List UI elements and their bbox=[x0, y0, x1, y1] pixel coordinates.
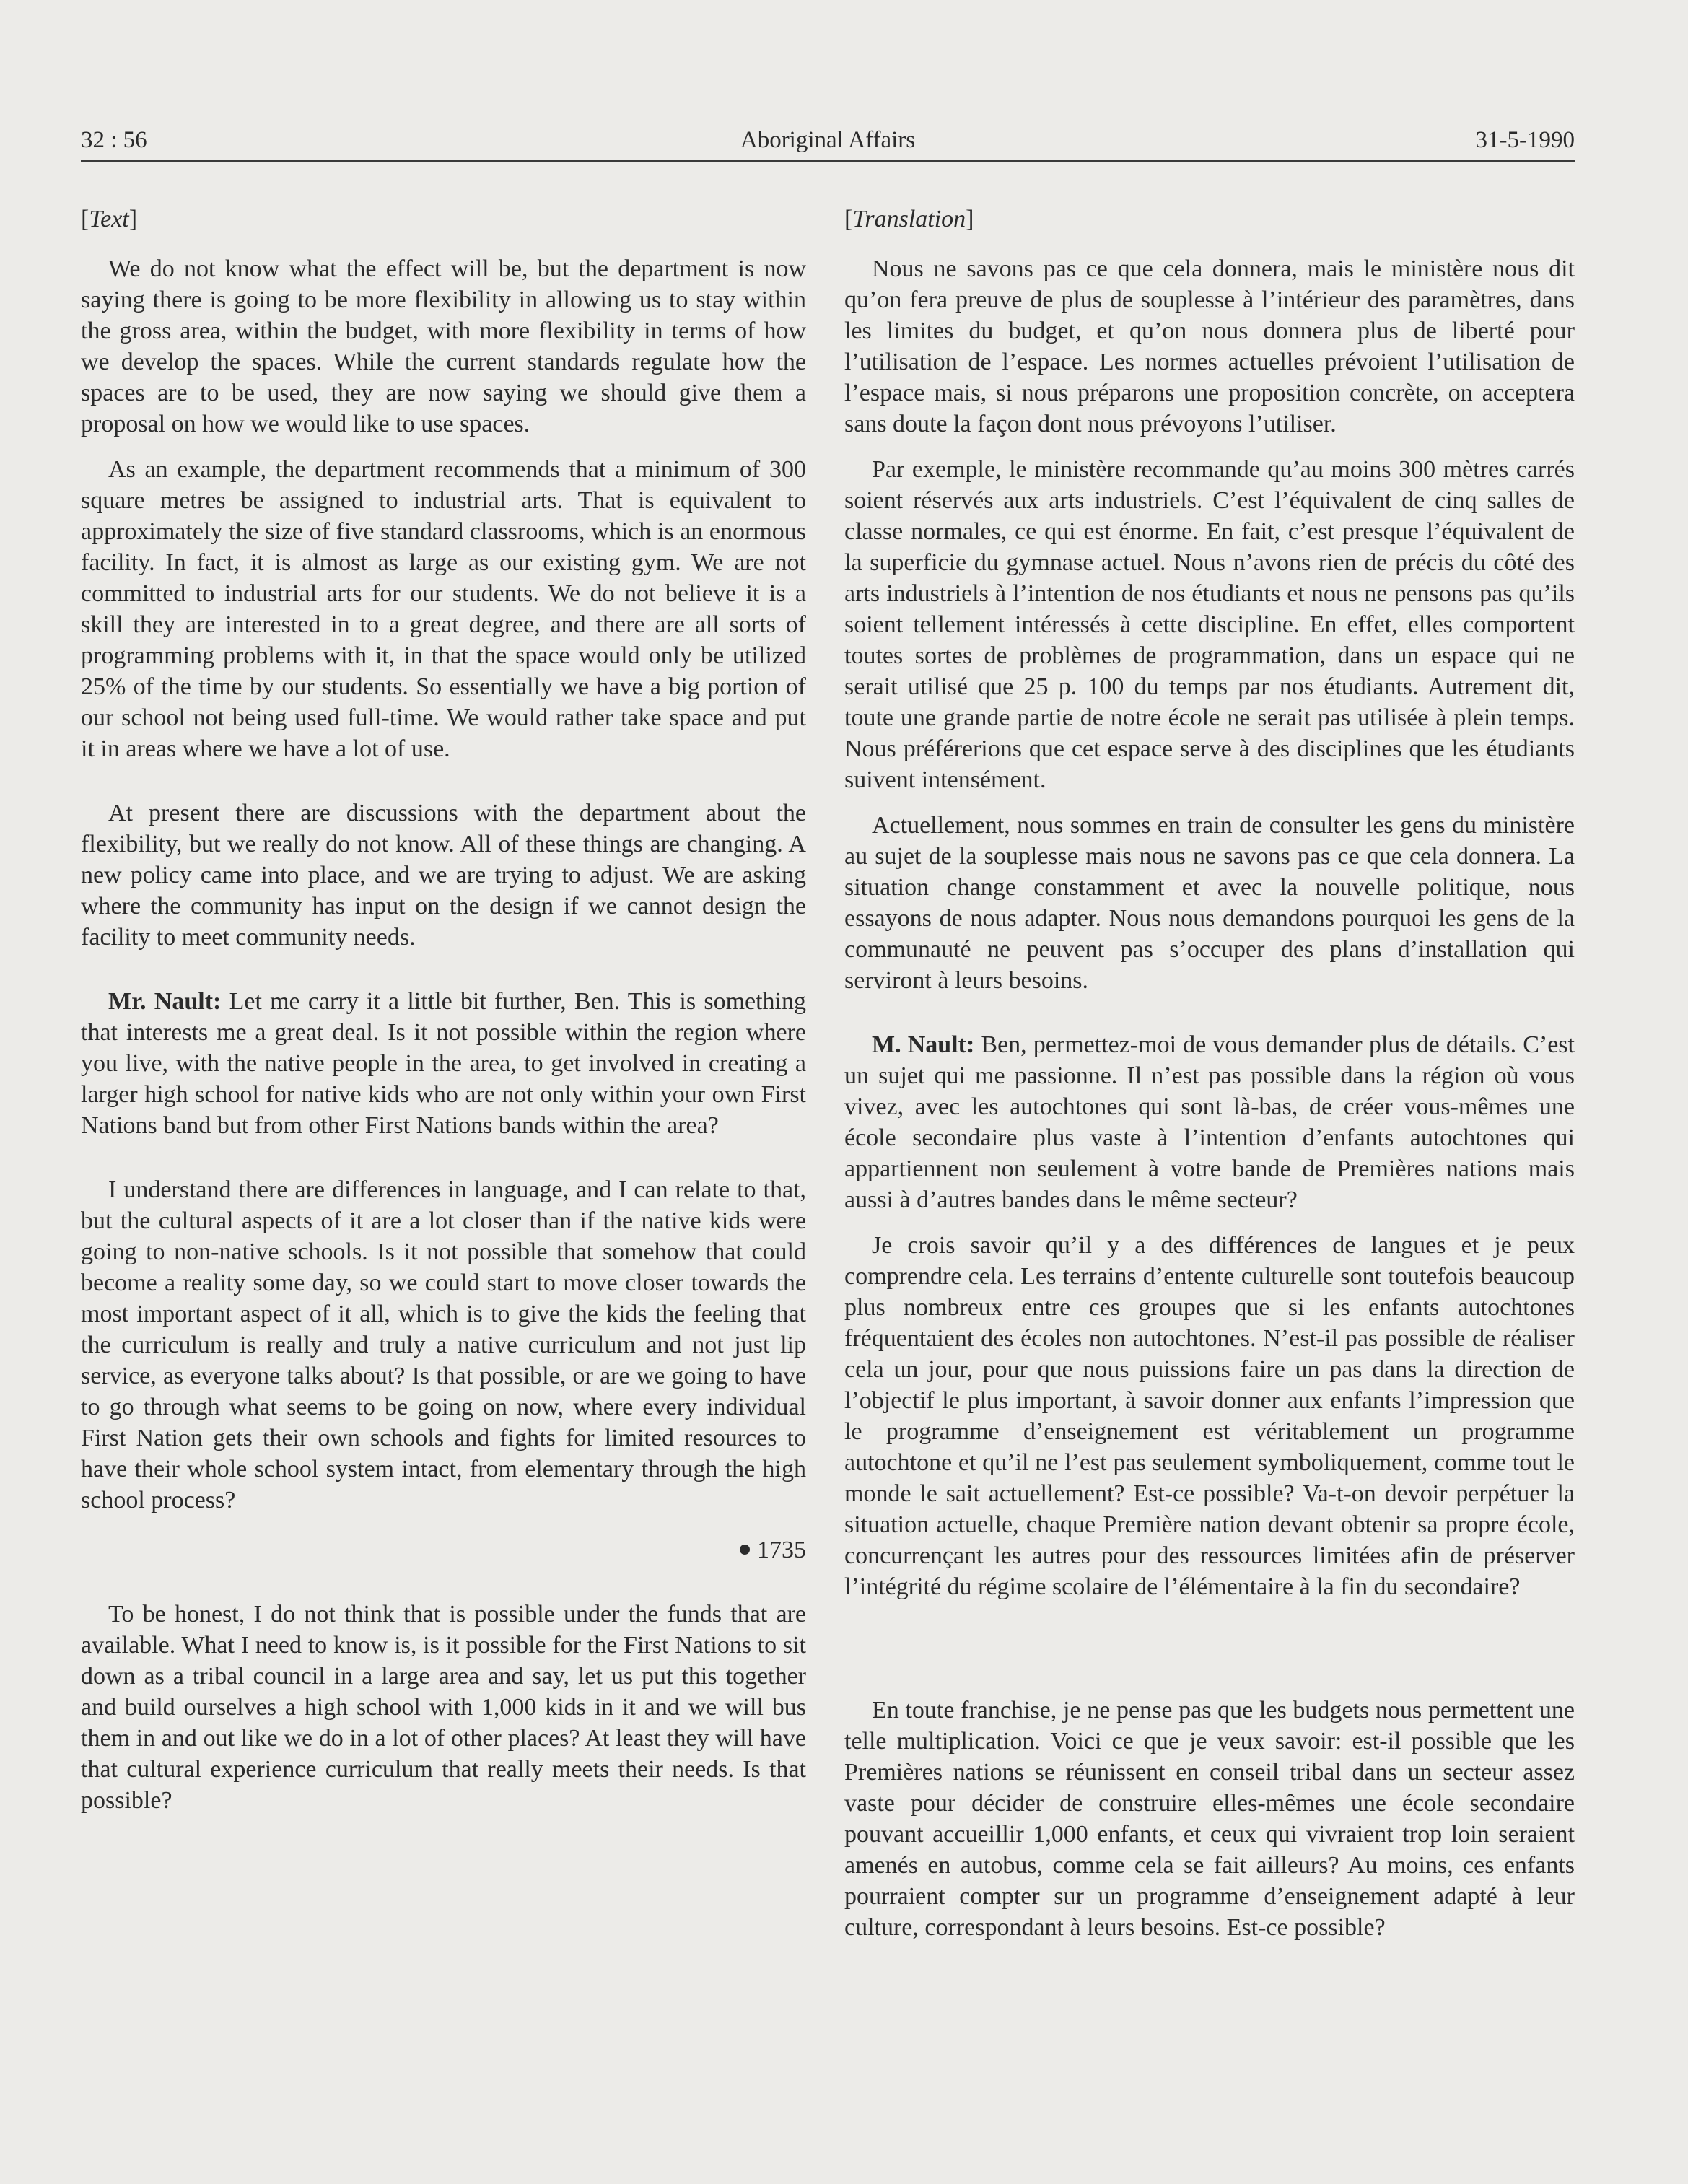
english-column bbox=[81, 204, 806, 1830]
publication-date: 31-5-1990 bbox=[1475, 127, 1575, 153]
paragraph: Actuellement, nous sommes en train de consulter les gens du ministère au sujet de la souplesse mais nous ne savons pas ce que cela donnera. La situation change constamment et avec la nouvelle politique, nous essayons de nous adapter. Nous nous demandons pourquoi les gens de la communauté ne peuvent pas s’occuper des plans d’installation qui serviront à leurs besoins. bbox=[844, 812, 1575, 994]
speaker-name: M. Nault: bbox=[872, 1031, 975, 1058]
speaker-paragraph bbox=[844, 1029, 1575, 1215]
column-spacer bbox=[844, 1617, 1575, 1695]
speaker-text: Ben, permettez-moi de vous demander plus de détails. C’est un sujet qui me passionne. Il n’est pas possible dans la région où vous vivez, avec les autochtones qui sont là-bas, de créer vous-mêmes une école secondaire plus vaste à l’intention d’enfants autochtones qui appartiennent non seulement à votre bande de Premières nations mais aussi à d’autres bandes dans le même secteur? bbox=[844, 1031, 1575, 1213]
paragraph: I understand there are differences in language, and I can relate to that, but the cultural aspects of it are a lot closer than if the native kids were going to non-native schools. Is it not possible that somehow that could become a reality some day, so we could start to move closer towards the most important aspect of it all, which is to give the kids the feeling that the curriculum is really and truly a native curriculum and not just lip service, as everyone talks about? Is that possible, or are we going to have to go through what seems to be going on now, where every individual First Nation gets their own schools and fights for limited resources to have their whole school system intact, from elementary through the high school process? bbox=[81, 1176, 806, 1513]
paragraph: Je crois savoir qu’il y a des différences de langues et je peux comprendre cela. Les terrains d’entente culturelle sont toutefois beaucoup plus nombreux entre ces groupes que si les enfants autochtones fréquentaient des écoles non autochtones. N’est-il pas possible de réaliser cela un jour, pour que nous puissions faire un pas dans la direction de l’objectif le plus important, à savoir donner aux enfants l’impression que le programme d’enseignement est véritablement un programme autochtone et qu’il ne l’est pas seulement symboliquement, comme tout le monde le sait actuellement? Est-ce possible? Va-t-on devoir perpétuer la situation actuelle, chaque Première nation devant obtenir sa propre école, concurrençant les autres pour des ressources limitées afin de préserver l’intégrité du régime scolaire de l’élémentaire à la fin du secondaire? bbox=[844, 1232, 1575, 1600]
paragraph: We do not know what the effect will be, but the department is now saying there is going to be more flexibility in allowing us to stay within the gross area, within the budget, with more flexibility in terms of how we develop the spaces. While the current standards regulate how the spaces are to be used, they are now saying we should give them a proposal on how we would like to use spaces. bbox=[81, 255, 806, 437]
paragraph: Par exemple, le ministère recommande qu’au moins 300 mètres carrés soient réservés aux arts industriels. C’est l’équivalent de cinq salles de classe normales, ce qui est énorme. En fait, c’est presque l’équivalent de la superficie du gymnase actuel. Nous n’avons rien de précis du côté des arts industriels à l’intention de nos étudiants et nous ne pensons pas qu’ils soient tellement intéressés à cette discipline. En effet, elles comportent toutes sortes de problèmes de programmation, dans un espace qui ne serait utilisé que 25 p. 100 du temps par nos étudiants. Autrement dit, toute une grande partie de notre école ne serait pas utilisée à plein temps. Nous préférerions que cet espace serve à des disciplines que les étudiants suivent intensément. bbox=[844, 456, 1575, 793]
publication-title: Aboriginal Affairs bbox=[740, 127, 916, 153]
paragraph: At present there are discussions with the department about the flexibility, but we really do not know. All of these things are changing. A new policy came into place, and we are trying to adjust. We are asking where the community has input on the design if we cannot design the facility to meet community needs. bbox=[81, 800, 806, 951]
text-label: [Text] bbox=[81, 206, 138, 232]
bullet-icon bbox=[740, 1545, 750, 1555]
speaker-text: Let me carry it a little bit further, Ben. This is something that interests me a great deal. Is it not possible within the region where you live, with the native people in the area, to get involved in creating a larger high school for native kids who are not only within your own First Nations band but from other First Nations bands within the area? bbox=[81, 988, 806, 1139]
paragraph: En toute franchise, je ne pense pas que les budgets nous permettent une telle multiplication. Voici ce que je veux savoir: est-il possible que les Premières nations se réunissent en conseil tribal dans un secteur assez vaste pour décider de construire elles-mêmes une école secondaire pouvant accueillir 1,000 enfants, et ceux qui vivraient trop loin seraient amenés en autobus, comme cela se fait ailleurs? Au moins, ces enfants pourraient compter sur un programme d’enseignement adapté à leur culture, correspondant à leurs besoins. Est-ce possible? bbox=[844, 1697, 1575, 1941]
paragraph: Nous ne savons pas ce que cela donnera, mais le ministère nous dit qu’on fera preuve de plus de souplesse à l’intérieur des paramètres, dans les limites du budget, et qu’on nous donnera plus de liberté pour l’utilisation de l’espace. Les normes actuelles prévoient l’utilisation de l’espace mais, si nous préparons une proposition concrète, on acceptera sans doute la façon dont nous prévoyons l’utiliser. bbox=[844, 255, 1575, 437]
translation-label: [Translation] bbox=[844, 206, 974, 232]
page-header bbox=[81, 120, 1575, 162]
french-column bbox=[844, 204, 1575, 1957]
speaker-paragraph bbox=[81, 986, 806, 1141]
paragraph: As an example, the department recommends that a minimum of 300 square metres be assigned to industrial arts. That is equivalent to approximately the size of five standard classrooms, which is an enormous facility. In fact, it is almost as large as our existing gym. We are not committed to industrial arts for our students. We do not believe it is a skill they are interested in to a great degree, and there are all sorts of programming problems with it, in that the space would only be utilized 25% of the time by our students. So essentially we have a big portion of our school not being used full-time. We would rather take space and put it in areas where we have a lot of use. bbox=[81, 456, 806, 762]
paragraph: To be honest, I do not think that is possible under the funds that are available. What I need to know is, is it possible for the First Nations to sit down as a tribal council in a large area and say, let us put this together and build ourselves a high school with 1,000 kids in it and we will bus them in and out like we do in a lot of other places? At least they will have that cultural experience curriculum that really meets their needs. Is that possible? bbox=[81, 1601, 806, 1814]
speaker-name: Mr. Nault: bbox=[108, 988, 222, 1015]
timestamp: 1735 bbox=[81, 1534, 806, 1565]
page-number: 32 : 56 bbox=[81, 127, 147, 153]
